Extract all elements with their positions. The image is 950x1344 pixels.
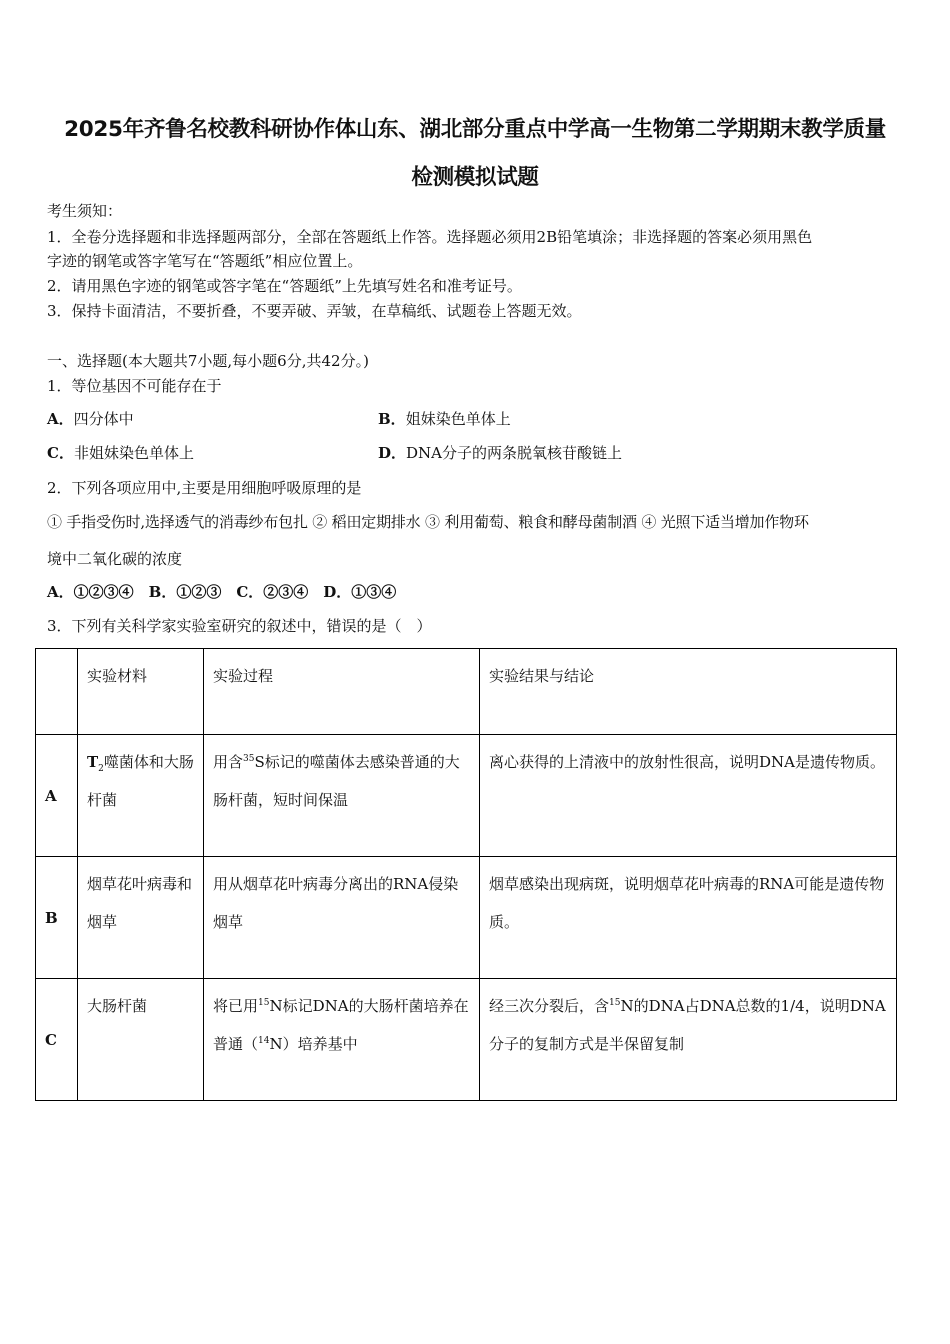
row-process: 用从烟草花叶病毒分离出的RNA侵染烟草 (204, 857, 480, 979)
process-superscript: 35 (243, 754, 255, 764)
header-cell-process: 实验过程 (204, 649, 480, 735)
question-3-stem: 3．下列有关科学家实验室研究的叙述中，错误的是（ ） (47, 617, 432, 635)
notice-item-1a: 1．全卷分选择题和非选择题两部分，全部在答题纸上作答。选择题必须用2B铅笔填涂；非选择题的答案必须用黑色 (47, 228, 813, 246)
notice-item-1b: 字迹的钢笔或答字笔写在“答题纸”相应位置上。 (47, 252, 363, 270)
process-superscript-14: 14 (258, 1036, 270, 1046)
q1-option-d-key: D． (378, 444, 407, 462)
row-label: B (36, 857, 78, 979)
q2-items-line1: ① 手指受伤时,选择透气的消毒纱布包扎 ② 稻田定期排水 ③ 利用葡萄、粮食和酵母菌制酒 ④ 光照下适当增加作物环 (47, 513, 809, 531)
q2-options: A．①②③④ B．①②③ C．②③④ D．①③④ (47, 583, 397, 601)
notice-item-2: 2．请用黑色字迹的钢笔或答字笔在“答题纸”上先填写姓名和准考证号。 (47, 277, 522, 295)
q1-option-a-text: 四分体中 (73, 410, 134, 428)
q1-option-b-text: 姐妹染色单体上 (405, 410, 511, 428)
result-superscript: 15 (609, 998, 621, 1008)
exam-title-line1: 2025年齐鲁名校教科研协作体山东、湖北部分重点中学高一生物第二学期期末教学质量 (64, 117, 886, 142)
process-prefix: 用含 (213, 753, 244, 771)
row-process (204, 735, 480, 857)
process-text: S标记的噬菌体去感染普通的大肠杆菌，短时间保温 (213, 753, 460, 809)
notice-heading: 考生须知： (47, 202, 123, 220)
header-cell-blank (36, 649, 78, 735)
material-t-letter: T (87, 753, 99, 771)
notice-item-3: 3．保持卡面清洁，不要折叠，不要弄破、弄皱，在草稿纸、试题卷上答题无效。 (47, 302, 582, 320)
exam-title-line2: 检测模拟试题 (411, 165, 539, 190)
result-prefix: 经三次分裂后，含 (489, 997, 610, 1015)
q1-option-c-key: C． (47, 444, 74, 462)
question-2-stem: 2．下列各项应用中,主要是用细胞呼吸原理的是 (47, 479, 362, 497)
q1-option-a (47, 409, 134, 429)
row-material: 烟草花叶病毒和烟草 (78, 857, 204, 979)
q2-items-line2: 境中二氧化碳的浓度 (47, 550, 183, 568)
row-process (204, 979, 480, 1101)
process-prefix: 将已用 (213, 997, 259, 1015)
question-1-stem: 1．等位基因不可能存在于 (47, 377, 222, 395)
q1-option-d (378, 443, 622, 463)
q1-option-d-text: DNA分子的两条脱氧核苷酸链上 (406, 444, 623, 462)
q1-option-a-key: A． (47, 410, 74, 428)
row-label: A (36, 735, 78, 857)
q1-option-b (378, 409, 511, 429)
experiment-table (35, 648, 897, 1101)
row-result (480, 979, 897, 1101)
row-label: C (36, 979, 78, 1101)
header-cell-result: 实验结果与结论 (480, 649, 897, 735)
table-header-row (36, 649, 897, 735)
table-row (36, 857, 897, 979)
material-text: 噬菌体和大肠杆菌 (87, 753, 194, 809)
row-result: 离心获得的上清液中的放射性很高，说明DNA是遗传物质。 (480, 735, 897, 857)
header-cell-material: 实验材料 (78, 649, 204, 735)
material-subscript: 2 (98, 764, 104, 774)
row-material: 大肠杆菌 (78, 979, 204, 1101)
process-superscript-15: 15 (258, 998, 270, 1008)
q1-option-c-text: 非姐妹染色单体上 (73, 444, 194, 462)
table-row (36, 979, 897, 1101)
q1-option-b-key: B． (378, 410, 406, 428)
process-middle: N标记DNA的大肠杆菌培养在普通（ (213, 997, 469, 1053)
row-result: 烟草感染出现病斑，说明烟草花叶病毒的RNA可能是遗传物质。 (480, 857, 897, 979)
process-suffix: N）培养基中 (269, 1035, 358, 1053)
section-heading: 一、选择题(本大题共7小题,每小题6分,共42分。) (47, 352, 369, 370)
q1-option-c (47, 443, 194, 463)
table-row (36, 735, 897, 857)
row-material (78, 735, 204, 857)
result-text: N的DNA占DNA总数的1/4，说明DNA分子的复制方式是半保留复制 (489, 997, 886, 1053)
